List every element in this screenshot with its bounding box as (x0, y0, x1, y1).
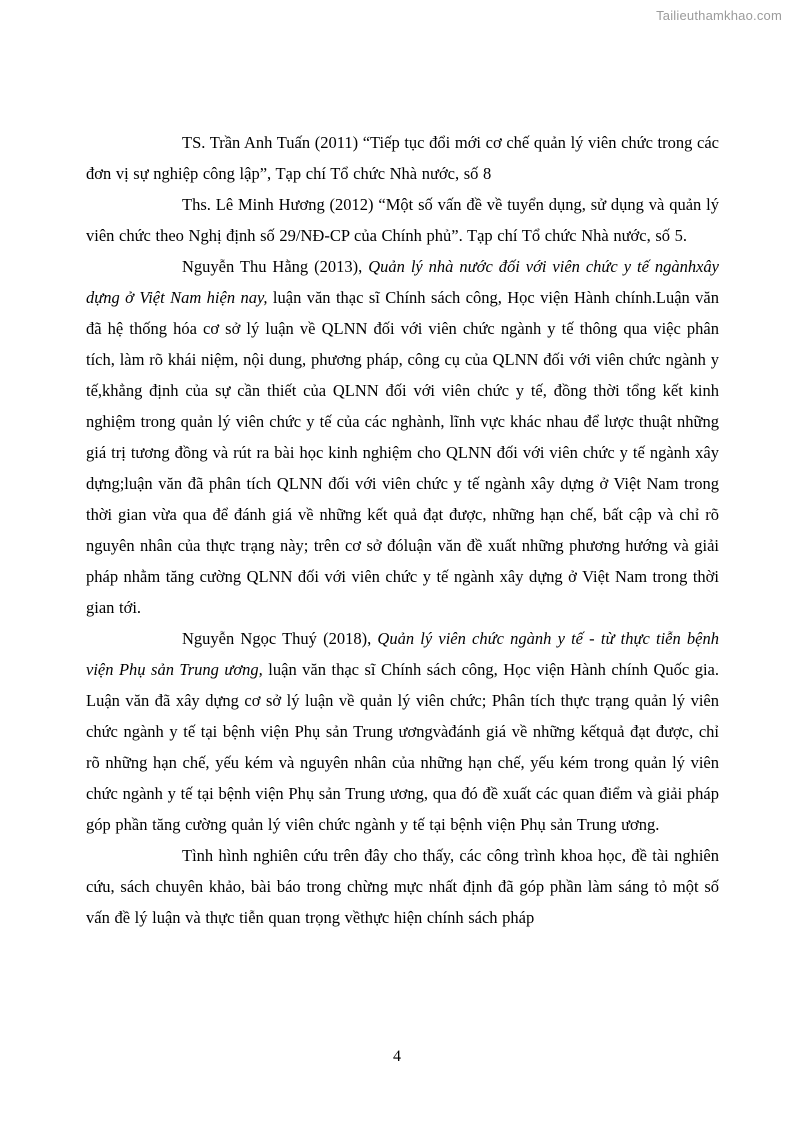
page-number: 4 (393, 1048, 401, 1065)
text-run: Nguyễn Ngọc Thuý (2018), (182, 629, 378, 648)
paragraph (86, 127, 719, 189)
text-run: Ths. Lê Minh Hương (2012) “Một số vấn đề về tuyển dụng, sử dụng và quản lý viên chức theo Nghị định số 29/NĐ-CP của Chính phủ”. Tạp chí Tổ chức Nhà nước, số 5. (86, 195, 719, 245)
text-run: Tình hình nghiên cứu trên đây cho thấy, các công trình khoa học, đề tài nghiên cứu, sách chuyên khảo, bài báo trong chừng mực nhất định đã góp phần làm sáng tỏ một số vấn đề lý luận và thực tiễn quan trọng vềthực hiện chính sách pháp (86, 846, 719, 927)
paragraph (86, 189, 719, 251)
paragraph (86, 840, 719, 933)
watermark-text: Tailieuthamkhao.com (656, 8, 782, 23)
paragraph (86, 623, 719, 840)
text-run: TS. Trần Anh Tuấn (2011) “Tiếp tục đổi mới cơ chế quản lý viên chức trong các đơn vị sự nghiệp công lập”, Tạp chí Tổ chức Nhà nước, số 8 (86, 133, 719, 183)
paragraph (86, 251, 719, 623)
document-body (86, 127, 719, 933)
text-run: Nguyễn Thu Hằng (2013), (182, 257, 369, 276)
italic-run: Quản lý viên chức ngành y tế - từ thực tiễn bệnh viện Phụ sản Trung ương, (86, 629, 720, 679)
text-run: luận văn thạc sĩ Chính sách công, Học viện Hành chính Quốc gia. Luận văn đã xây dựng cơ sở lý luận về quản lý viên chức; Phân tích thực trạng quản lý viên chức ngành y tế tại bệnh viện Phụ sản Trung ươngvàđánh giá về những kếtquả đạt được, chỉ rõ những hạn chế, yếu kém và nguyên nhân của những hạn chế, yếu kém trong quản lý viên chức ngành y tế tại bệnh viện Phụ sản Trung ương, qua đó đề xuất các quan điểm và giải pháp góp phần tăng cường quản lý viên chức ngành y tế tại bệnh viện Phụ sản Trung ương. (86, 660, 719, 834)
text-run: luận văn thạc sĩ Chính sách công, Học viện Hành chính.Luận văn đã hệ thống hóa cơ sở lý luận về QLNN đối với viên chức ngành y tế thông qua việc phân tích, làm rõ khái niệm, nội dung, phương pháp, công cụ của QLNN đối với viên chức ngành y tế,khẳng định của sự cần thiết của QLNN đối với viên chức y tế, đồng thời tổng kết kinh nghiệm trong quản lý viên chức y tế của các nghành, lĩnh vực khác nhau để lược thuật những giá trị tương đồng và rút ra bài học kinh nghiệm cho QLNN đối với viên chức y tế ngành xây dựng;luận văn đã phân tích QLNN đối với viên chức y tế ngành xây dựng ở Việt Nam trong thời gian vừa qua để đánh giá về những kết quả đạt được, những hạn chế, bất cập và chỉ rõ nguyên nhân của thực trạng này; trên cơ sở đóluận văn đề xuất những phương hướng và giải pháp nhằm tăng cường QLNN đối với viên chức y tế ngành xây dựng ở Việt Nam trong thời gian tới. (86, 288, 719, 617)
italic-run: Quản lý nhà nước đối với viên chức y tế ngànhxây dựng ở Việt Nam hiện nay, (86, 257, 720, 307)
